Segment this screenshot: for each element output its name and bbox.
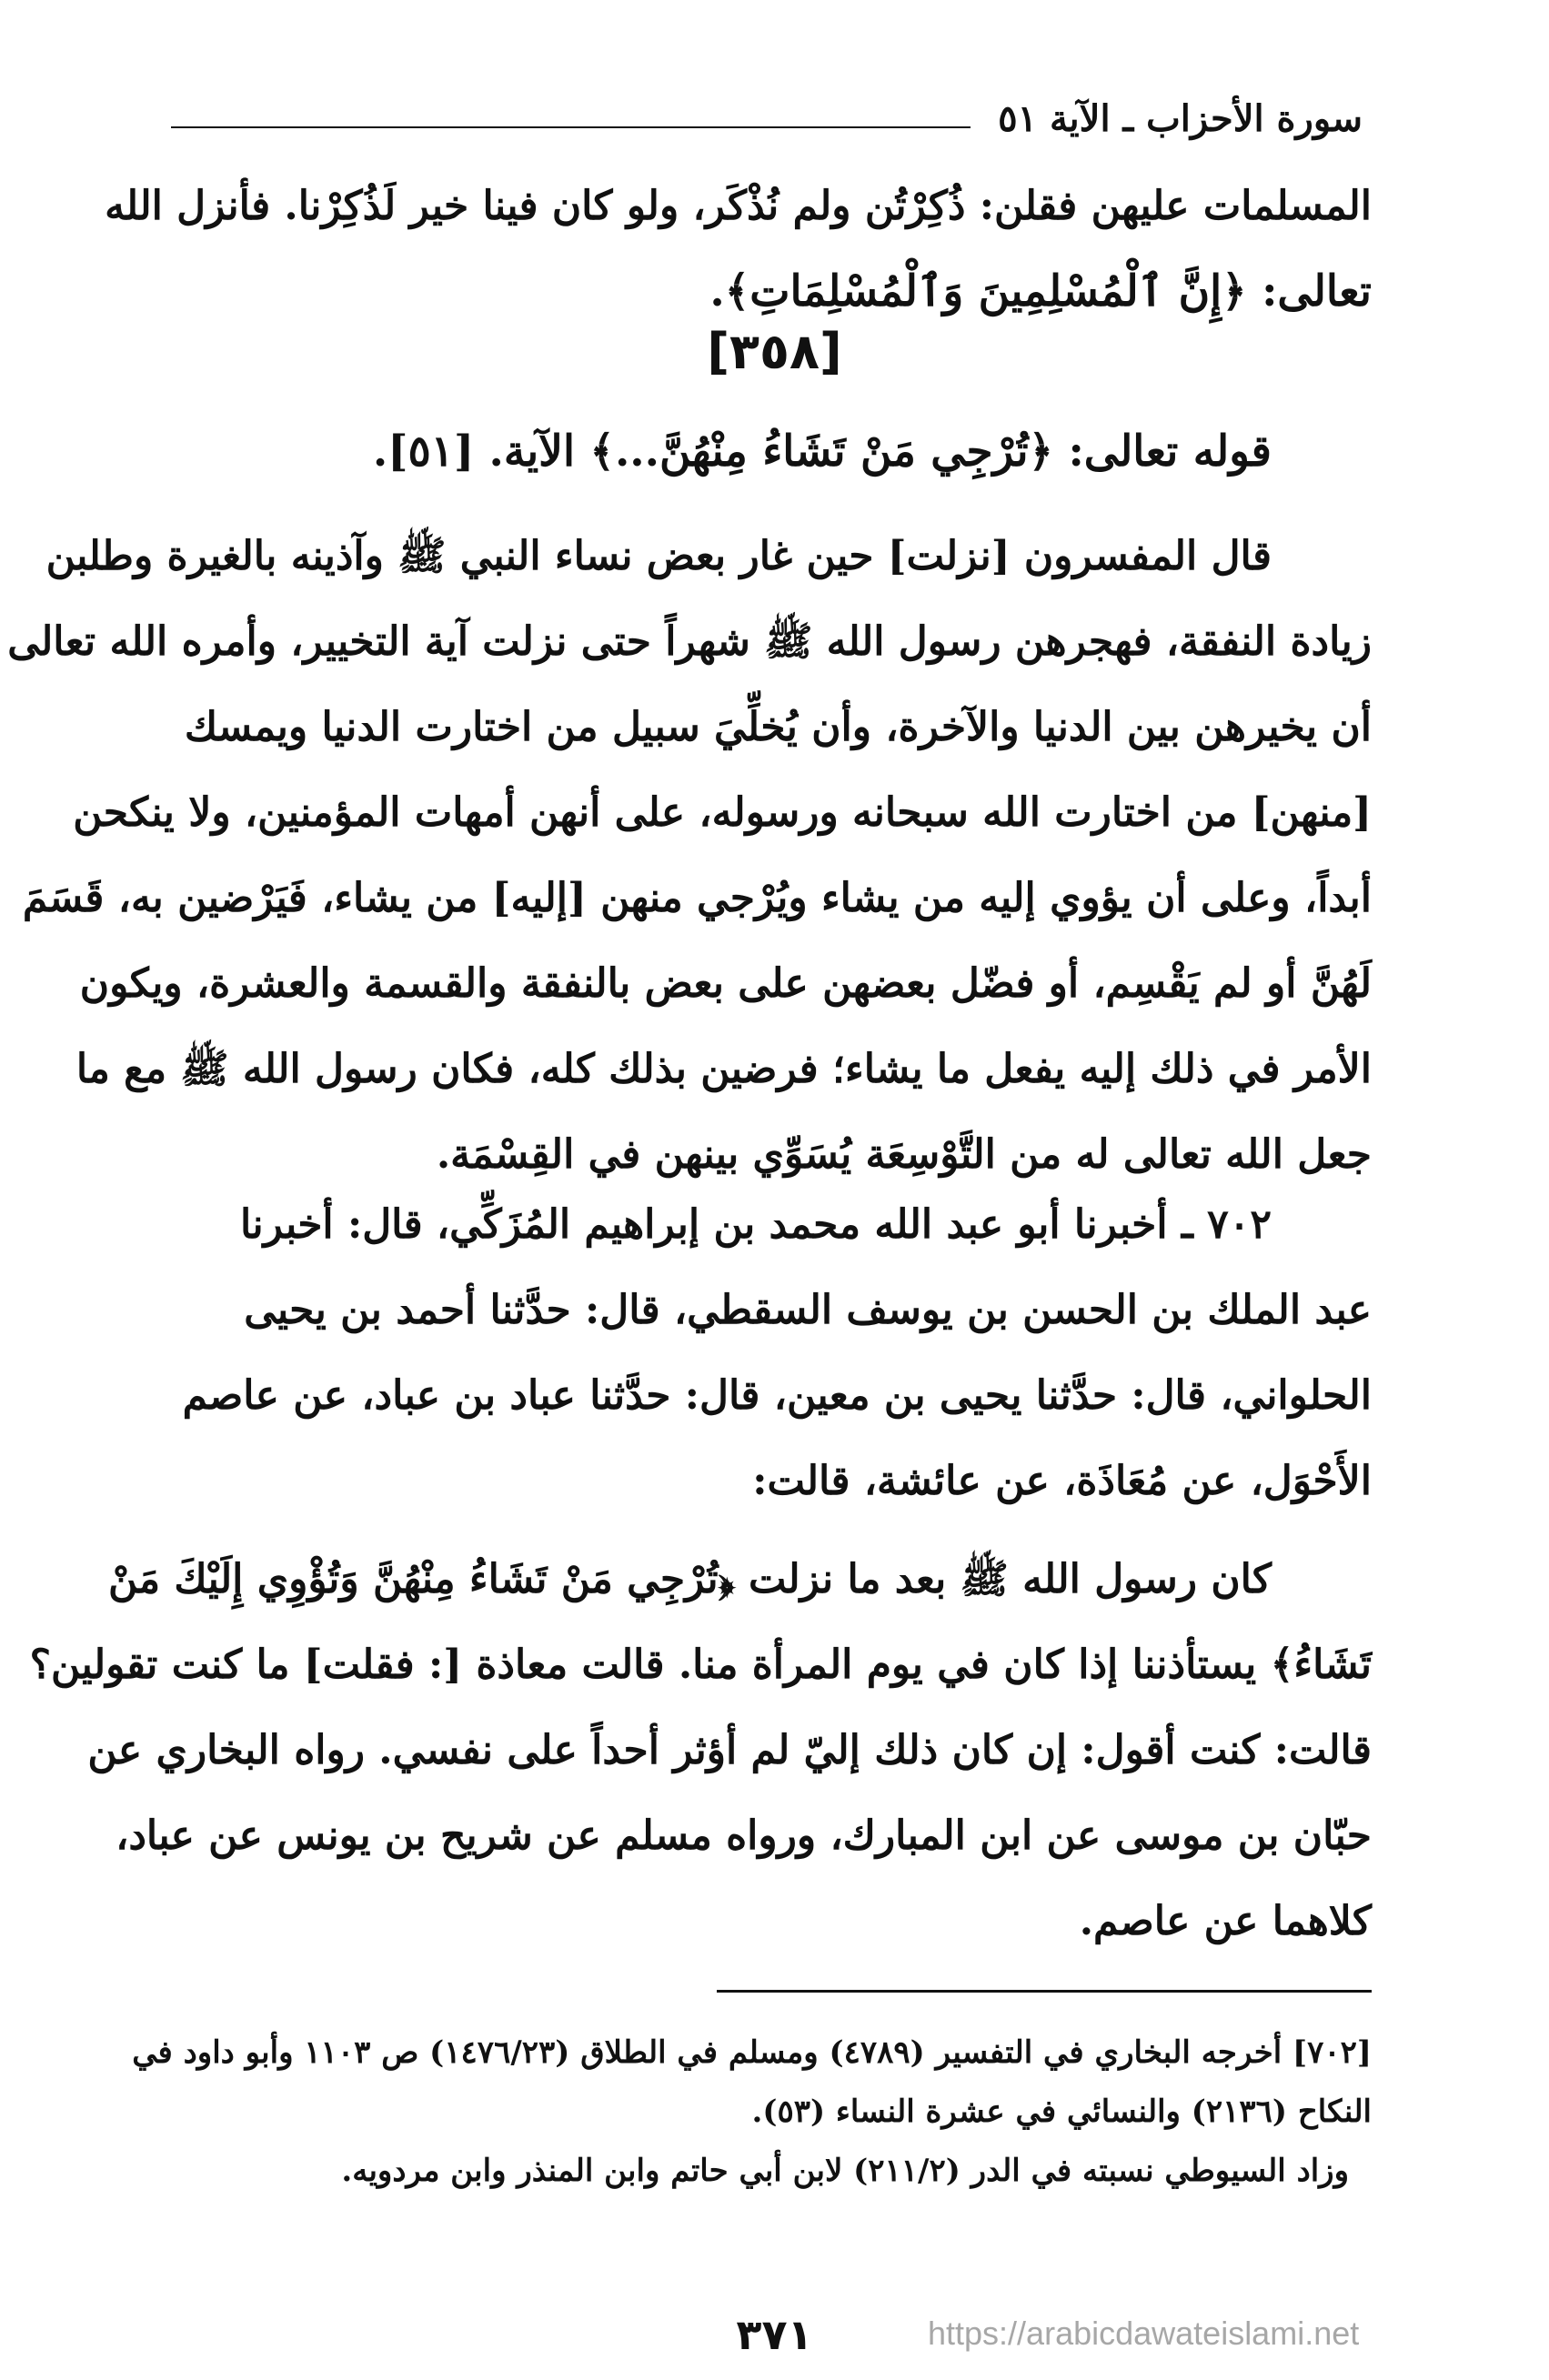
isnad-paragraph [66, 1182, 1372, 1524]
verse-intro-line: قوله تعالى: ﴿تُرْجِي مَنْ تَشَاءُ مِنْهُنَّ...﴾ الآية. [٥١]. [372, 427, 1272, 477]
page-number: ٣٧١ [736, 2310, 813, 2359]
quran-verse-line: تعالى: ﴿إِنَّ ٱلْمُسْلِمِينَ وَٱلْمُسْلِمَاتِ﴾. [709, 266, 1372, 316]
footnote-line: وزاد السيوطي نسبته في الدر (٢١١/٢) لابن أبي حاتم وابن المنذر وابن مردويه. [341, 2153, 1349, 2189]
footnotes [66, 2024, 1372, 2201]
text-line: المسلمات عليهن فقلن: ذُكِرْتُن ولم نُذْكَر، ولو كان فينا خير لَذُكِرْنا. فأنزل الله [105, 183, 1372, 229]
text-line: الأمر في ذلك إليه يفعل ما يشاء؛ فرضين بذلك كله، فكان رسول الله ﷺ مع ما [75, 1046, 1372, 1092]
text-line: عبد الملك بن الحسن بن يوسف السقطي، قال: حدَّثنا أحمد بن يحيى [244, 1287, 1372, 1333]
hadith-paragraph [29, 1537, 1372, 1964]
text-line: أبداً، وعلى أن يؤوي إليه من يشاء ويُرْجي منهن [إليه] من يشاء، فَيَرْضين به، قَسَمَ [22, 875, 1372, 921]
text-line: الحلواني، قال: حدَّثنا يحيى بن معين، قال: حدَّثنا عباد بن عباد، عن عاصم [182, 1372, 1372, 1419]
commentary-paragraph [7, 514, 1372, 1198]
verse-intro [66, 409, 1372, 495]
text-line: [منهن] من اختارت الله سبحانه ورسوله، على أنهن أمهات المؤمنين، ولا ينكحن [73, 789, 1372, 836]
running-title: سورة الأحزاب ـ الآية ٥١ [998, 96, 1363, 140]
footnote-divider [717, 1990, 1372, 1993]
footnote-line: [٧٠٢] أخرجه البخاري في التفسير (٤٧٨٩) ومسلم في الطلاق (١٤٧٦/٢٣) ص ١١٠٣ وأبو داود في [132, 2034, 1372, 2071]
text-line: كلاهما عن عاصم. [1079, 1898, 1372, 1944]
text-line: جعل الله تعالى له من التَّوْسِعَة يُسَوِّي بينهن في القِسْمَة. [436, 1131, 1372, 1178]
watermark-url: https://arabicdawateislami.net [928, 2315, 1360, 2352]
text-line: زيادة النفقة، فهجرهن رسول الله ﷺ شهراً حتى نزلت آية التخيير، وأمره الله تعالى [7, 618, 1372, 665]
text-line: كان رسول الله ﷺ بعد ما نزلت ﴿تُرْجِي مَنْ تَشَاءُ مِنْهُنَّ وَتُؤْوِي إِلَيْكَ مَنْ [108, 1556, 1272, 1602]
header-rule [171, 126, 971, 128]
text-line: أن يخيرهن بين الدنيا والآخرة، وأن يُخلِّيَ سبيل من اختارت الدنيا ويمسك [184, 704, 1372, 750]
text-line: ٧٠٢ ـ أخبرنا أبو عبد الله محمد بن إبراهيم المُزَكِّي، قال: أخبرنا [240, 1201, 1272, 1248]
text-line: تَشَاءُ﴾ يستأذننا إذا كان في يوم المرأة منا. قالت معاذة [: فقلت] ما كنت تقولين؟ [29, 1642, 1372, 1688]
text-line: لَهُنَّ أو لم يَقْسِم، أو فضّل بعضهن على بعض بالنفقة والقسمة والعشرة، ويكون [79, 960, 1372, 1007]
text-line: قالت: كنت أقول: إن كان ذلك إليّ لم أؤثر أحداً على نفسي. رواه البخاري عن [87, 1727, 1372, 1773]
running-header [171, 91, 1363, 146]
text-line: الأَحْوَل، عن مُعَاذَة، عن عائشة، قالت: [752, 1458, 1372, 1504]
text-line: قال المفسرون [نزلت] حين غار بعض نساء النبي ﷺ وآذينه بالغيرة وطلبن [45, 533, 1272, 579]
intro-paragraph [66, 164, 1372, 335]
section-number: [٣٥٨] [707, 323, 842, 380]
footnote-line: النكاح (٢١٣٦) والنسائي في عشرة النساء (٥٣). [751, 2094, 1372, 2130]
text-line: حبّان بن موسى عن ابن المبارك، ورواه مسلم عن شريح بن يونس عن عباد، [116, 1813, 1372, 1859]
